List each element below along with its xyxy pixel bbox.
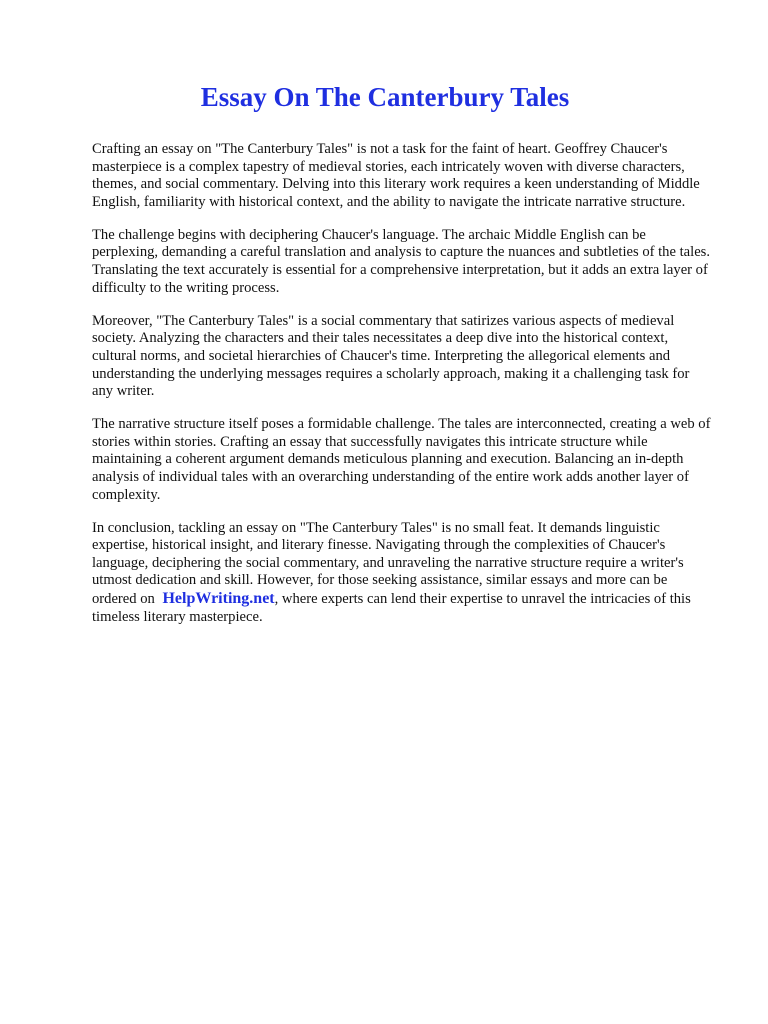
conclusion-text-before-link: In conclusion, tackling an essay on "The Canterbury Tales" is no small feat. It demands linguistic expertise, historical insight, and literary finesse. Navigating through the complexities of Chaucer's language, deciphering the social commentary, and unraveling the narrative structure require a writer's utmost dedication and skill. However, for those seeking assistance, similar essays and more can be ordered on [92, 519, 684, 608]
paragraph-conclusion [92, 520, 712, 627]
paragraph-intro: Crafting an essay on "The Canterbury Tales" is not a task for the faint of heart. Geoffrey Chaucer's masterpiece is a complex tapestry of medieval stories, each intricately woven with diverse characters, themes, and social commentary. Delving into this literary work requires a keen understanding of Middle English, familiarity with historical context, and the ability to navigate the intricate narrative structure. [92, 141, 700, 210]
paragraph-social-commentary: Moreover, "The Canterbury Tales" is a social commentary that satirizes various aspects of medieval society. Analyzing the characters and their tales necessitates a deep dive into the historical context, cultural norms, and societal hierarchies of Chaucer's time. Interpreting the allegorical elements and understanding the underlying messages requires a scholarly approach, making it a challenging task for any writer. [92, 312, 690, 400]
conclusion-text-after-link: , where experts can lend their expertise to unravel the intricacies of this timeless literary masterpiece. [92, 591, 691, 625]
paragraph-language: The challenge begins with deciphering Chaucer's language. The archaic Middle English can be perplexing, demanding a careful translation and analysis to capture the nuances and subtleties of the tales. Translating the text accurately is essential for a comprehensive interpretation, but it adds an extra layer of difficulty to the writing process. [92, 226, 710, 296]
paragraph-narrative-structure: The narrative structure itself poses a formidable challenge. The tales are interconnected, creating a web of stories within stories. Crafting an essay that successfully navigates this intricate structure while maintaining a coherent argument demands meticulous planning and execution. Balancing an in-depth analysis of individual tales with an overarching understanding of the entire work adds another layer of complexity. [92, 416, 711, 503]
page-title: Essay On The Canterbury Tales [200, 82, 570, 112]
helpwriting-link[interactable]: HelpWriting.net [162, 590, 275, 608]
